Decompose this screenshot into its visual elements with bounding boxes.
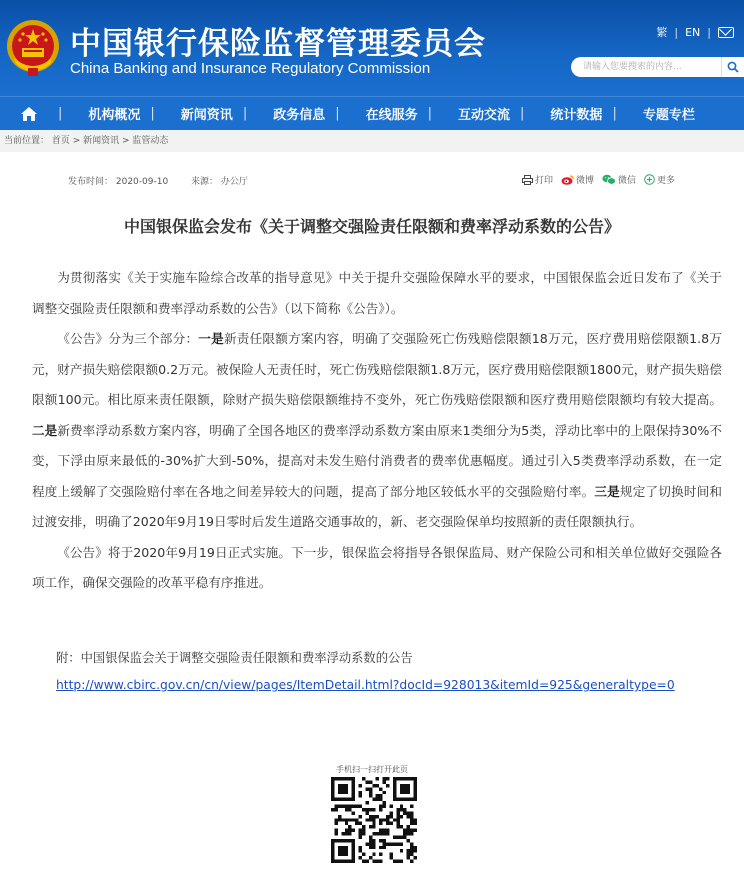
site-title-en: China Banking and Insurance Regulatory Commission [70,60,431,77]
wechat-label: 微信 [618,176,637,186]
publish-time: 发布时间： 2020-09-10 [68,177,169,187]
mail-icon[interactable] [718,27,734,38]
article-source: 来源： 办公厅 [191,177,248,187]
search-icon [727,61,739,73]
text-span: 《公告》分为三个部分： [57,331,199,346]
weibo-share-button[interactable] [561,173,594,186]
weibo-label: 微博 [576,176,595,186]
print-label: 打印 [535,176,554,186]
text-span: 新费率浮动系数方案内容，明确了全国各地区的费率浮动系数方案由原来1类细分为5类，浮动比率中的上限保持30%不变，下浮由原来最低的-30%扩大到-50%，提高对未发生赔付消费者的费率优惠幅度。通过引入5类费率浮动系数，在一定程度上缓解了交强险赔付率在各地之间差异较大的问题，提高了部分地区较低水平的交强险赔付率。 [32,422,722,499]
weibo-icon [561,175,574,185]
wechat-share-button[interactable] [602,173,636,186]
divider: | [674,25,679,39]
nav-item-government-info[interactable]: 政务信息 [273,108,326,123]
nav-divider: | [150,106,155,121]
home-icon [20,106,38,122]
bold-text: 二是 [32,422,58,438]
qr-code [331,777,417,863]
qr-label: 手机扫一扫打开此页 [336,765,408,774]
search-input[interactable] [571,57,721,77]
lang-en-link[interactable]: EN [685,25,701,39]
nav-item-special-topics[interactable]: 专题专栏 [642,108,695,123]
main-nav [0,96,744,130]
nav-item-online-service[interactable]: 在线服务 [365,108,418,123]
nav-item-statistics[interactable]: 统计数据 [550,108,603,123]
text-span: 规定了切换时间和过渡安排，明确了2020年9月19日零时后发生道路交通事故的，新、老交强险保单均按照新的责任限额执行。 [32,483,722,529]
paragraph: 为贯彻落实《关于实施车险综合改革的指导意见》中关于提升交强险保障水平的要求，中国银保监会近日发布了《关于调整交强险责任限额和费率浮动系数的公告》（以下简称《公告》）。 [32,270,722,316]
paragraph: 《公告》将于2020年9月19日正式实施。下一步，银保监会将指导各银保监局、财产保险公司和相关单位做好交强险各项工作，确保交强险的改革平稳有序推进。 [32,544,722,590]
divider: | [707,25,711,39]
lang-traditional-link[interactable]: 繁 [656,26,668,39]
print-button[interactable] [522,173,553,186]
text-span: 新责任限额方案内容，明确了交强险死亡伤残赔偿限额18万元，医疗费用赔偿限额1.8万元，财产损失赔偿限额0.2万元。被保险人无责任时，死亡伤残赔偿限额1.8万元，医疗费用赔偿限额1800元，财产损失赔偿限额100元。相比原来责任限额，除财产损失赔偿限额维持不变外，死亡伤残赔偿限额和医疗费用赔偿限额均有较大提高。 [32,331,723,407]
share-bar [522,173,683,186]
nav-divider: | [612,106,617,121]
bold-text: 三是 [594,483,620,499]
nav-divider: | [242,106,248,121]
article-body [32,263,722,599]
article-meta [68,174,248,187]
attachment-link[interactable]: http://www.cbirc.gov.cn/cn/view/pages/ItemDetail.html?docId=928013&itemId=925&generaltype=0 [56,678,675,692]
paragraph [32,324,722,538]
breadcrumb[interactable]: 当前位置： 首页 > 新闻资讯 > 监管动态 [0,130,744,152]
nav-divider: | [335,106,340,121]
nav-item-news[interactable]: 新闻资讯 [180,108,233,123]
more-label: 更多 [657,176,676,186]
article-title: 中国银保监会发布《关于调整交强险责任限额和费率浮动系数的公告》 [123,217,620,236]
bold-text: 一是 [198,331,224,346]
site-header [0,0,744,96]
nav-divider: | [58,106,63,121]
more-share-button[interactable] [644,173,675,186]
language-switcher [656,24,734,40]
national-emblem-icon [4,18,62,78]
site-title-cn: 中国银行保险监督管理委员会 [70,26,486,62]
nav-item-about[interactable]: 机构概况 [88,108,141,123]
attachment-label: 附：中国银保监会关于调整交强险责任限额和费率浮动系数的公告 [56,651,413,665]
wechat-icon [602,174,616,185]
nav-home[interactable] [0,97,58,131]
nav-item-interaction[interactable]: 互动交流 [458,108,511,123]
nav-divider: | [520,106,525,121]
search-button[interactable] [721,57,744,77]
nav-divider: | [427,106,433,121]
plus-circle-icon [644,174,655,185]
print-icon [522,175,533,185]
